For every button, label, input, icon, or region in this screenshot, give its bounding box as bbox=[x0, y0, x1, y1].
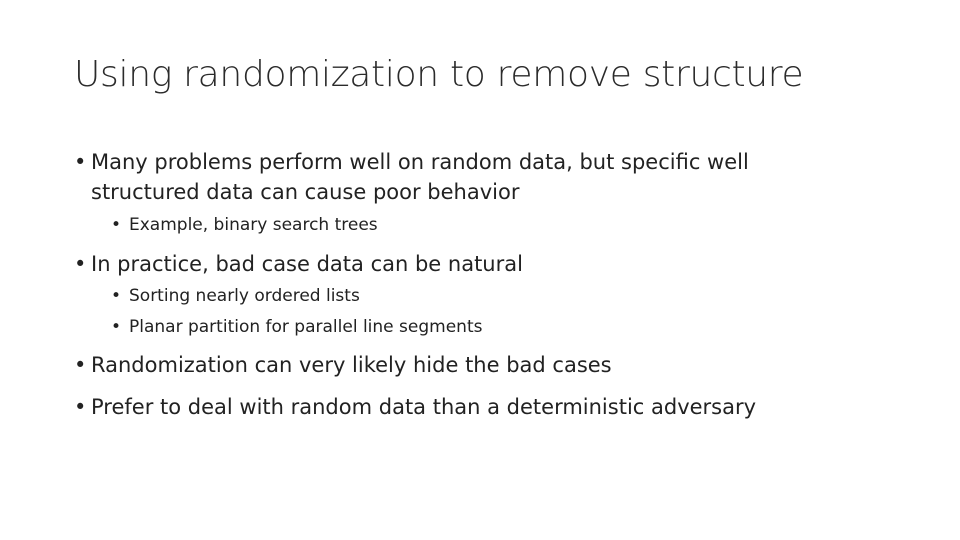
bullet-dot-icon: • bbox=[74, 395, 87, 419]
sub-bullet-text: Sorting nearly ordered lists bbox=[129, 286, 360, 306]
bullet-dot-icon: • bbox=[111, 215, 122, 235]
bullet-dot-icon: • bbox=[111, 317, 122, 337]
bullet-text: Many problems perform well on random data, but specific well bbox=[91, 150, 749, 174]
bullet-text: Prefer to deal with random data than a deterministic adversary bbox=[91, 395, 757, 419]
bullet-dot-icon: • bbox=[74, 353, 87, 377]
sub-bullet-text: Example, binary search trees bbox=[129, 215, 378, 235]
bullet-dot-icon: • bbox=[111, 286, 122, 306]
slide-title: Using randomization to remove structure bbox=[74, 54, 804, 95]
bullet-text: In practice, bad case data can be natural bbox=[91, 252, 523, 276]
bullet-text: Randomization can very likely hide the bad cases bbox=[91, 353, 612, 377]
bullet-text-continuation: structured data can cause poor behavior bbox=[91, 180, 520, 204]
sub-bullet-text: Planar partition for parallel line segments bbox=[129, 317, 483, 337]
bullet-dot-icon: • bbox=[74, 150, 87, 174]
bullet-dot-icon: • bbox=[74, 252, 87, 276]
